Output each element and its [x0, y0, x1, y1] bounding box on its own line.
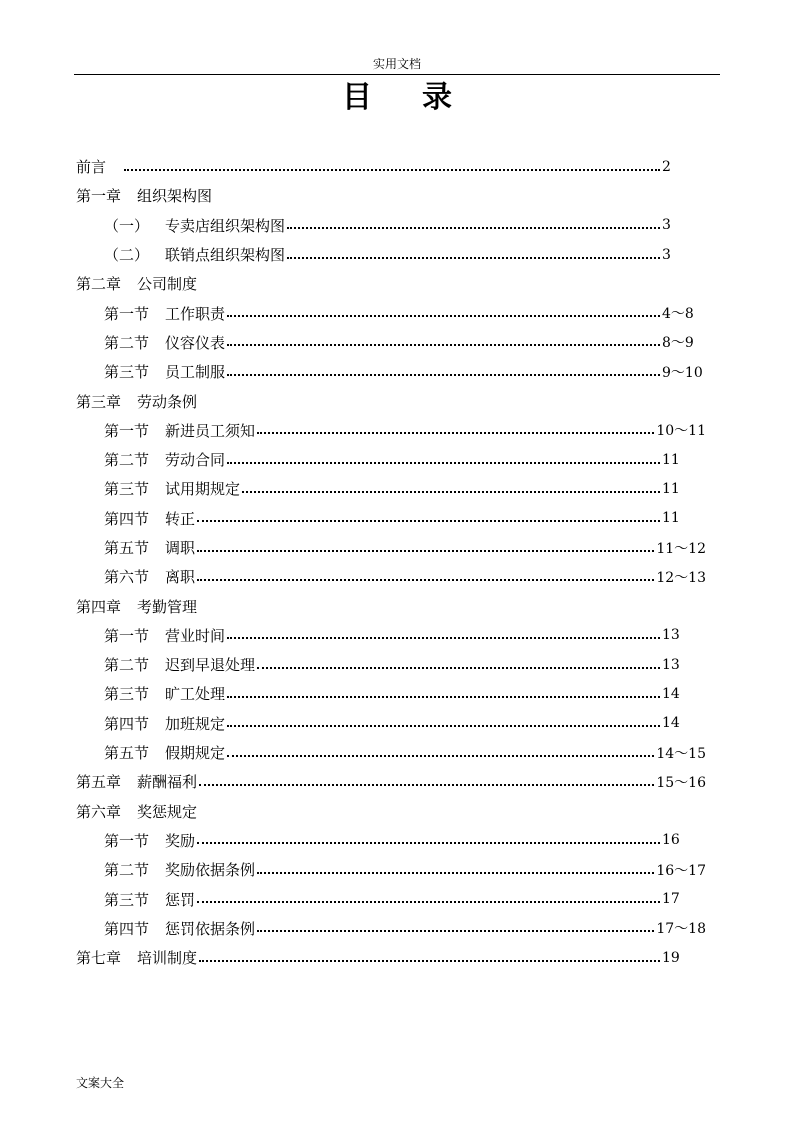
toc-entry[interactable]: [76, 914, 706, 943]
toc-entry[interactable]: [76, 621, 706, 650]
toc-entry[interactable]: [76, 767, 706, 796]
toc-entry-page: 11: [662, 510, 680, 527]
toc-entry-page: 14～15: [656, 745, 706, 762]
toc-entry-title: 离职: [165, 568, 196, 587]
toc-entry-number: 第三节: [104, 685, 150, 704]
toc-entry[interactable]: [76, 474, 706, 503]
toc-dot-leader: [242, 491, 660, 493]
toc-entry-number: 第四节: [104, 509, 150, 528]
toc-dot-leader: [197, 901, 660, 903]
toc-dot-leader: [199, 784, 654, 786]
toc-dot-leader: [199, 960, 660, 962]
toc-entry[interactable]: [76, 386, 706, 415]
toc-entry-title: 仪容仪表: [165, 333, 226, 352]
toc-entry[interactable]: [76, 826, 706, 855]
toc-entry-number: 第三节: [104, 480, 150, 499]
toc-entry-number: 第五节: [104, 539, 150, 557]
toc-dot-leader: [227, 462, 660, 464]
toc-entry[interactable]: [76, 357, 706, 386]
toc-entry-title: 加班规定: [165, 714, 226, 733]
toc-entry-number: 第四节: [104, 919, 150, 938]
toc-entry[interactable]: [76, 504, 706, 533]
toc-entry-number: 第一节: [104, 421, 150, 440]
toc-entry-title: 惩罚依据条例: [165, 919, 256, 938]
toc-entry-number: 第三章: [76, 392, 122, 411]
toc-entry-page: 16: [662, 832, 680, 849]
toc-entry-number: 第三节: [104, 363, 150, 382]
toc-entry-title: 奖惩规定: [137, 802, 198, 821]
toc-entry-number: 第二节: [104, 333, 150, 352]
toc-entry-title: 专卖店组织架构图: [165, 216, 286, 235]
toc-entry[interactable]: [76, 533, 706, 562]
toc-entry-page: 14: [662, 715, 680, 732]
toc-entry-number: 第三节: [104, 890, 150, 909]
toc-entry[interactable]: [76, 211, 706, 240]
page-footer: 文案大全: [76, 1076, 125, 1090]
toc-entry-title: 迟到早退处理: [165, 656, 256, 675]
toc-entry-title: 劳动条例: [137, 392, 198, 411]
toc-entry-title: 公司制度: [137, 275, 198, 294]
toc-entry-number: 第一节: [104, 304, 150, 323]
toc-entry-number: 第五节: [104, 744, 150, 763]
toc-entry-title: 调职: [165, 539, 196, 557]
toc-entry-page: 17: [662, 891, 680, 908]
toc-dot-leader: [197, 842, 660, 844]
toc-entry-page: 3: [662, 246, 671, 263]
toc-entry-page: 11: [662, 451, 680, 468]
toc-entry-number: 第二节: [104, 861, 150, 880]
toc-entry-number: 第二节: [104, 451, 150, 470]
toc-entry-page: 13: [662, 627, 680, 644]
toc-entry-title: 试用期规定: [165, 480, 241, 499]
toc-entry[interactable]: [76, 855, 706, 884]
toc-entry[interactable]: [76, 445, 706, 474]
toc-entry[interactable]: [76, 240, 706, 269]
toc-entry-title: 转正: [165, 509, 196, 528]
toc-entry-page: 15～16: [656, 774, 706, 791]
toc-entry-number: （一）: [104, 216, 150, 235]
toc-entry-page: 14: [662, 685, 680, 702]
toc-entry-title: 旷工处理: [165, 685, 226, 704]
toc-entry[interactable]: [76, 298, 706, 327]
toc-dot-leader: [227, 344, 660, 346]
toc-dot-leader: [227, 696, 660, 698]
toc-entry-page: 9～10: [662, 364, 703, 381]
table-of-contents: [76, 152, 706, 972]
toc-entry-title: 联销点组织架构图: [165, 246, 286, 265]
toc-entry-page: 11～12: [656, 540, 706, 557]
toc-title: 目录: [342, 80, 502, 115]
toc-entry-number: 第七章: [76, 949, 122, 968]
toc-dot-leader: [257, 667, 660, 669]
toc-entry[interactable]: [76, 943, 706, 972]
toc-entry-page: 3: [662, 217, 671, 234]
toc-entry-number: 第五章: [76, 773, 122, 792]
toc-dot-leader: [257, 432, 654, 434]
toc-entry-number: 第二节: [104, 656, 150, 675]
toc-entry-number: （二）: [104, 246, 150, 265]
toc-entry-number: 第一节: [104, 626, 150, 645]
toc-entry-number: 第四节: [104, 714, 150, 733]
toc-dot-leader: [197, 550, 654, 552]
header-rule: [74, 74, 720, 75]
toc-entry-page: 17～18: [656, 921, 706, 938]
toc-entry-page: 19: [662, 949, 680, 966]
toc-dot-leader: [287, 257, 660, 259]
toc-entry[interactable]: [76, 328, 706, 357]
toc-entry-title: 营业时间: [165, 626, 226, 645]
toc-dot-leader: [257, 872, 654, 874]
toc-entry-number: 前言: [76, 158, 107, 177]
toc-entry-title: 惩罚: [165, 890, 196, 909]
toc-dot-leader: [227, 725, 660, 727]
toc-entry-number: 第六章: [76, 802, 122, 821]
toc-entry-title: 假期规定: [165, 744, 226, 763]
toc-dot-leader: [124, 169, 660, 171]
toc-entry-number: 第一章: [76, 187, 122, 206]
toc-dot-leader: [287, 227, 660, 229]
toc-entry[interactable]: [76, 679, 706, 708]
toc-dot-leader: [227, 637, 660, 639]
toc-entry-page: 12～13: [656, 569, 706, 586]
toc-entry-title: 奖励: [165, 831, 196, 850]
toc-entry-page: 8～9: [662, 335, 694, 352]
toc-entry[interactable]: [76, 181, 706, 210]
toc-entry-title: 奖励依据条例: [165, 861, 256, 880]
toc-entry-title: 劳动合同: [165, 451, 226, 470]
toc-entry[interactable]: [76, 562, 706, 591]
toc-entry-title: 组织架构图: [137, 187, 213, 206]
toc-dot-leader: [257, 930, 654, 932]
toc-entry-page: 2: [662, 158, 671, 175]
toc-entry-title: 新进员工须知: [165, 421, 256, 440]
toc-entry-title: 薪酬福利: [137, 773, 198, 792]
toc-entry-title: 员工制服: [165, 363, 226, 382]
toc-dot-leader: [227, 315, 660, 317]
toc-entry-page: 16～17: [656, 862, 706, 879]
toc-entry[interactable]: [76, 650, 706, 679]
toc-entry[interactable]: [76, 152, 706, 181]
toc-entry-page: 10～11: [656, 423, 706, 440]
toc-entry[interactable]: [76, 709, 706, 738]
toc-dot-leader: [197, 520, 660, 522]
toc-entry[interactable]: [76, 269, 706, 298]
toc-entry-number: 第六节: [104, 568, 150, 587]
toc-entry[interactable]: [76, 591, 706, 620]
toc-entry-number: 第二章: [76, 275, 122, 294]
toc-entry-number: 第一节: [104, 831, 150, 850]
toc-entry[interactable]: [76, 738, 706, 767]
toc-entry-title: 考勤管理: [137, 597, 198, 616]
toc-entry-number: 第四章: [76, 597, 122, 616]
toc-entry[interactable]: [76, 416, 706, 445]
toc-dot-leader: [227, 374, 660, 376]
toc-entry-title: 工作职责: [165, 304, 226, 323]
toc-dot-leader: [227, 755, 654, 757]
toc-entry-page: 13: [662, 656, 680, 673]
toc-entry-page: 4～8: [662, 306, 694, 323]
toc-entry[interactable]: [76, 797, 706, 826]
page-header: 实用文档: [372, 57, 421, 71]
toc-entry-page: 11: [662, 480, 680, 497]
toc-entry[interactable]: [76, 884, 706, 913]
toc-entry-title: 培训制度: [137, 949, 198, 968]
toc-dot-leader: [197, 579, 654, 581]
